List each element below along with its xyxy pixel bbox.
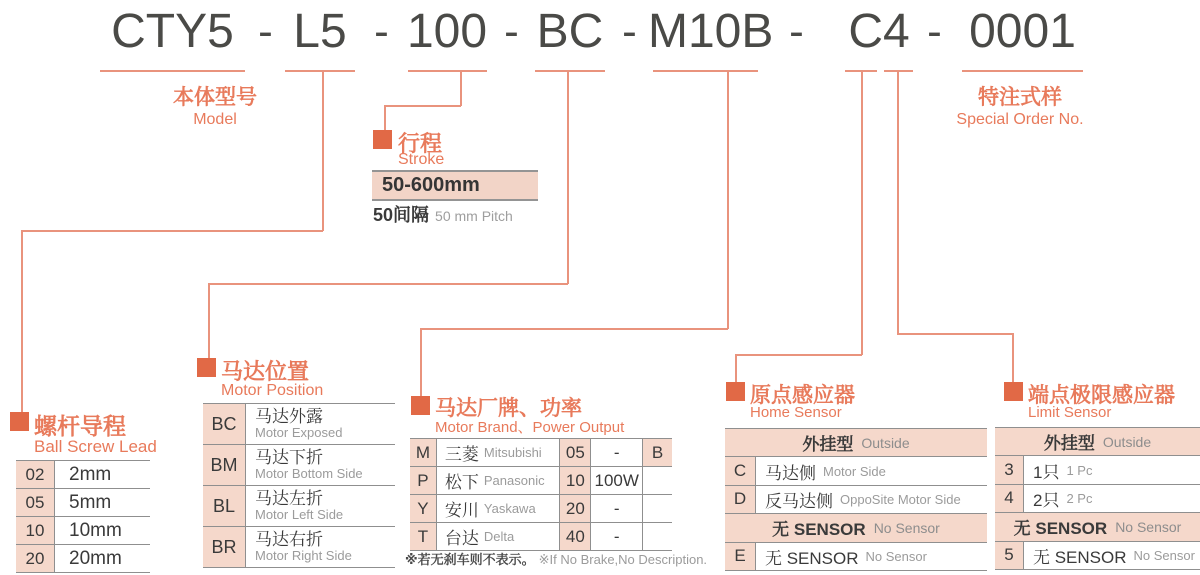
table-band-outside <box>725 429 987 457</box>
brand-name <box>437 495 561 522</box>
sensor-code: E <box>725 543 756 570</box>
position-desc-zh: 马达下折 <box>255 448 323 467</box>
sensor-code: 3 <box>995 456 1024 483</box>
brand-name-en: Panasonic <box>483 473 545 488</box>
position-desc-en: Motor Bottom Side <box>255 466 363 481</box>
special-order-label-en: Special Order No. <box>956 111 1084 128</box>
table-row <box>725 457 987 485</box>
power-code: 10 <box>560 467 591 494</box>
brake-code <box>643 523 672 550</box>
table-row <box>410 467 672 495</box>
lead-value: 5mm <box>69 491 112 513</box>
brand-name-zh: 松下 <box>444 473 479 492</box>
section-bullet-ball-screw-lead <box>10 412 29 431</box>
sensor-code: 5 <box>995 542 1024 569</box>
table-row <box>16 517 150 545</box>
code-separator: - <box>789 7 804 56</box>
limit-sensor-table <box>995 427 1200 570</box>
brake-code <box>643 495 672 522</box>
sensor-desc-en: 1 Pc <box>1066 462 1093 478</box>
band-zh: 外挂型 <box>802 435 854 455</box>
connector-limit-sensor <box>897 71 899 334</box>
underline-limit-sensor-code <box>884 70 913 72</box>
model-code-segment-motor-brand: M10B <box>648 5 774 58</box>
model-code-segment-motor-position: BC <box>536 5 604 58</box>
sensor-desc-en: Motor Side <box>823 463 886 479</box>
model-label-zh: 本体型号 <box>173 86 257 109</box>
motor-position-title-zh: 马达位置 <box>221 359 310 384</box>
brand-name-zh: 台达 <box>444 529 479 548</box>
stroke-pitch-zh: 50间隔 <box>373 205 430 225</box>
power-code: 20 <box>560 495 591 522</box>
band-en: No Sensor <box>873 519 940 536</box>
position-desc-zh: 马达左折 <box>255 489 323 508</box>
connector-limit-sensor <box>897 333 1013 335</box>
connector-motor-brand <box>420 328 422 397</box>
brand-code: M <box>410 439 437 466</box>
position-desc <box>246 486 395 526</box>
lead-value: 20mm <box>69 547 122 569</box>
sensor-code: C <box>725 457 756 484</box>
code-separator: - <box>927 7 942 56</box>
connector-home-sensor <box>861 71 863 355</box>
brand-code: Y <box>410 495 437 522</box>
code-separator: - <box>374 7 389 56</box>
connector-stroke <box>460 71 462 106</box>
table-band-no-sensor <box>725 514 987 542</box>
table-row <box>725 543 987 571</box>
brand-name <box>437 523 561 550</box>
position-code: BM <box>203 445 246 485</box>
position-desc <box>246 527 395 567</box>
power-code: 05 <box>560 439 591 466</box>
sensor-desc <box>1024 542 1200 569</box>
connector-stroke <box>384 105 386 130</box>
underline-motor-position <box>535 70 605 72</box>
table-band-no-sensor <box>995 513 1200 541</box>
sensor-desc-zh: 2只 <box>1033 490 1060 510</box>
sensor-desc <box>756 457 987 484</box>
sensor-desc-zh: 反马达侧 <box>765 491 833 511</box>
brake-footnote-en: ※If No Brake,No Description. <box>538 552 708 567</box>
underline-lead <box>285 70 355 72</box>
power-value: 100W <box>591 467 643 494</box>
power-code: 40 <box>560 523 591 550</box>
underline-stroke <box>408 70 487 72</box>
table-row <box>16 489 150 517</box>
connector-limit-sensor <box>1012 333 1014 383</box>
table-band-outside <box>995 428 1200 456</box>
power-value: - <box>591 495 643 522</box>
special-order-label-zh: 特注式样 <box>978 86 1062 109</box>
position-desc-zh: 马达外露 <box>255 407 323 426</box>
sensor-code: D <box>725 486 756 513</box>
code-separator: - <box>258 7 273 56</box>
lead-code: 10 <box>16 517 55 544</box>
sensor-desc-zh: 1只 <box>1033 462 1060 482</box>
brand-code: T <box>410 523 437 550</box>
motor-position-title-en: Motor Position <box>221 382 324 399</box>
brand-name <box>437 439 561 466</box>
position-desc-en: Motor Right Side <box>255 548 352 563</box>
brand-name <box>437 467 561 494</box>
sensor-desc <box>1024 485 1200 512</box>
lead-value: 2mm <box>69 463 112 485</box>
brake-code <box>643 467 672 494</box>
stroke-range-box: 50-600mm <box>372 170 538 201</box>
limit-sensor-title-en: Limit Sensor <box>1028 404 1112 421</box>
connector-motor-position <box>567 71 569 284</box>
connector-motor-position <box>208 283 210 360</box>
sensor-code: 4 <box>995 485 1024 512</box>
home-sensor-title-zh: 原点感应器 <box>750 384 855 407</box>
position-code: BL <box>203 486 246 526</box>
band-zh: 无 SENSOR <box>1013 519 1108 539</box>
limit-sensor-title-zh: 端点极限感应器 <box>1028 384 1175 407</box>
table-row <box>995 542 1200 570</box>
position-code: BR <box>203 527 246 567</box>
sensor-desc-zh: 马达侧 <box>765 463 816 483</box>
code-separator: - <box>504 7 519 56</box>
underline-motor-brand <box>653 70 758 72</box>
motor-brand-title-en: Motor Brand、Power Output <box>435 419 625 436</box>
connector-motor-position <box>208 283 568 285</box>
connector-lead <box>21 230 23 413</box>
power-value: - <box>591 523 643 550</box>
table-row <box>995 485 1200 513</box>
position-code: BC <box>203 404 246 444</box>
band-en: Outside <box>861 434 910 451</box>
model-label-en: Model <box>193 111 237 128</box>
brand-code: P <box>410 467 437 494</box>
model-code-segment-special: 0001 <box>969 5 1076 58</box>
special-order-label <box>935 86 1105 129</box>
motor-position-table <box>203 403 395 568</box>
position-desc-en: Motor Exposed <box>255 425 343 440</box>
band-en: No Sensor <box>1115 518 1182 535</box>
model-code-segment-lead: L5 <box>293 5 347 58</box>
band-zh: 无 SENSOR <box>772 520 866 540</box>
home-sensor-title-en: Home Sensor <box>750 404 842 421</box>
table-row <box>410 495 672 523</box>
code-separator: - <box>622 7 637 56</box>
sensor-desc-en: No Sensor <box>1133 547 1195 563</box>
connector-stroke <box>384 105 461 107</box>
table-row <box>203 527 395 568</box>
motor-brand-table <box>410 438 672 551</box>
sensor-desc <box>756 543 987 570</box>
brake-footnote <box>405 549 707 568</box>
sensor-desc-en: 2 Pc <box>1066 490 1093 506</box>
connector-motor-brand <box>727 71 729 329</box>
motor-brand-title-zh: 马达厂牌、功率 <box>435 397 582 420</box>
connector-lead <box>322 71 324 231</box>
underline-series <box>100 70 245 72</box>
brand-name-en: Mitsubishi <box>483 445 542 460</box>
table-row <box>203 445 395 486</box>
table-row <box>410 523 672 551</box>
sensor-desc-en: OppoSite Motor Side <box>840 491 961 507</box>
underline-special <box>962 70 1083 72</box>
sensor-desc <box>1024 456 1200 483</box>
table-row <box>16 545 150 573</box>
home-sensor-table <box>725 428 987 571</box>
model-label <box>130 86 300 129</box>
power-value: - <box>591 439 643 466</box>
brake-code: B <box>643 439 672 466</box>
stroke-pitch-en: 50 mm Pitch <box>435 208 513 224</box>
table-row <box>203 486 395 527</box>
lead-value: 10mm <box>69 519 122 541</box>
connector-home-sensor <box>735 354 862 356</box>
lead-code: 05 <box>16 489 55 516</box>
brand-name-zh: 安川 <box>444 501 479 520</box>
section-bullet-motor-brand <box>411 396 430 415</box>
model-code-segment-stroke: 100 <box>406 5 488 58</box>
table-row <box>995 456 1200 484</box>
brand-name-en: Delta <box>483 529 515 544</box>
ball-screw-lead-table <box>16 460 150 573</box>
sensor-desc <box>756 486 987 513</box>
stroke-title-zh: 行程 <box>398 131 443 156</box>
lead-code: 02 <box>16 461 55 488</box>
stroke-title-en: Stroke <box>398 151 445 168</box>
connector-lead <box>21 230 323 232</box>
sensor-desc-zh: 无 SENSOR <box>1033 547 1127 567</box>
table-row <box>203 404 395 445</box>
position-desc <box>246 404 395 444</box>
stroke-pitch <box>373 201 513 227</box>
section-bullet-stroke <box>373 130 392 149</box>
section-bullet-motor-position <box>197 358 216 377</box>
connector-motor-brand <box>420 328 728 330</box>
brand-name-zh: 三菱 <box>444 445 479 464</box>
table-row <box>410 439 672 467</box>
position-desc-zh: 马达右折 <box>255 530 323 549</box>
band-en: Outside <box>1102 433 1152 450</box>
section-bullet-limit-sensor <box>1004 382 1023 401</box>
sensor-desc-zh: 无 SENSOR <box>765 548 859 568</box>
sensor-desc-en: No Sensor <box>865 548 927 564</box>
model-code-segment-sensors: C4 <box>848 5 910 58</box>
model-code-segment-series: CTY5 <box>111 5 234 58</box>
position-desc <box>246 445 395 485</box>
lead-code: 20 <box>16 545 55 572</box>
brake-footnote-zh: ※若无刹车则不表示。 <box>405 552 535 567</box>
position-desc-en: Motor Left Side <box>255 507 344 522</box>
section-bullet-home-sensor <box>726 382 745 401</box>
band-zh: 外挂型 <box>1043 434 1095 454</box>
table-row <box>16 461 150 489</box>
ball-screw-lead-title-en: Ball Screw Lead <box>34 437 157 456</box>
ball-screw-lead-title-zh: 螺杆导程 <box>34 413 126 439</box>
brand-name-en: Yaskawa <box>483 501 536 516</box>
connector-home-sensor <box>735 354 737 383</box>
table-row <box>725 486 987 514</box>
